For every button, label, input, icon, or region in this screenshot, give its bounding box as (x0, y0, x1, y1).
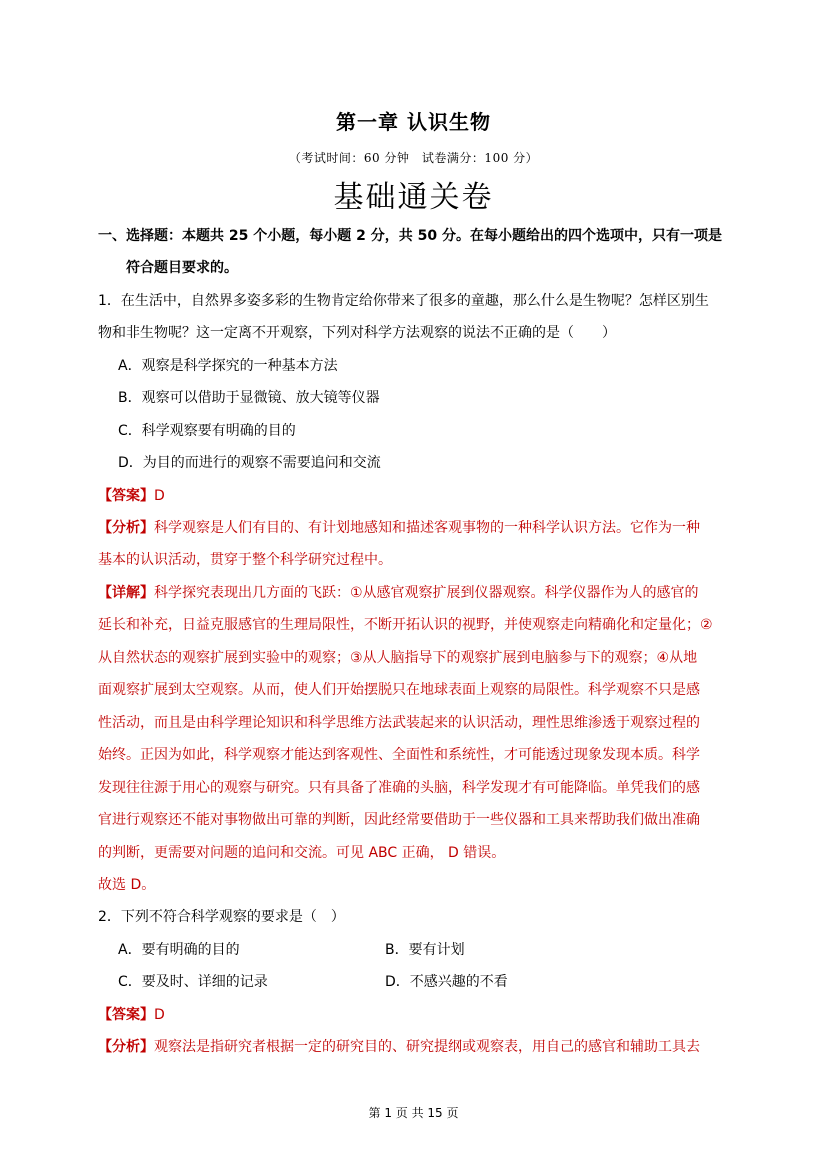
answer-value: D (154, 1007, 165, 1023)
answer-tag: 【答案】 (98, 488, 154, 504)
q1-detail-line2: 延长和补充，日益克服感官的生理局限性，不断开拓认识的视野，并使观察走向精确化和定量化；② (98, 617, 713, 633)
q1-detail-line9: 的判断，更需要对问题的追问和交流。可见 ABC 正确， D 错误。 (98, 845, 506, 861)
q1-detail-line7: 发现往往源于用心的观察与研究。只有具备了准确的头脑，科学发现才有可能降临。单凭我们的感 (98, 780, 700, 796)
q2-stem: 2．下列不符合科学观察的要求是（ ） (98, 909, 345, 925)
q1-detail-line4: 面观察扩展到太空观察。从而，使人们开始摆脱只在地球表面上观察的局限性。科学观察不只是感 (98, 682, 700, 698)
q1-option-c: C．科学观察要有明确的目的 (118, 423, 296, 439)
analysis-tag: 【分析】 (98, 520, 154, 536)
analysis-text: 观察法是指研究者根据一定的研究目的、研究提纲或观察表，用自己的感官和辅助工具去 (154, 1039, 700, 1055)
page-number-footer: 第 1 页 共 15 页 (368, 1106, 459, 1120)
q1-option-d: D．为目的而进行的观察不需要追问和交流 (118, 455, 381, 471)
q2-option-a: A．要有明确的目的 (118, 942, 240, 958)
paper-type-title: 基础通关卷 (333, 180, 494, 215)
answer-value: D (154, 488, 165, 504)
analysis-text: 科学观察是人们有目的、有计划地感知和描述客观事物的一种科学认识方法。它作为一种 (154, 520, 700, 536)
exam-info: （考试时间：60 分钟 试卷满分：100 分） (288, 151, 539, 165)
section-instruction-line1: 一、选择题：本题共 25 个小题，每小题 2 分，共 50 分。在每小题给出的四个选项中，只有一项是 (98, 228, 722, 244)
chapter-title: 第一章 认识生物 (336, 110, 491, 134)
q2-option-c: C．要及时、详细的记录 (118, 974, 268, 990)
q1-answer (98, 486, 165, 506)
q1-stem-line2: 物和非生物呢？这一定离不开观察，下列对科学方法观察的说法不正确的是（ ） (98, 325, 616, 341)
answer-tag: 【答案】 (98, 1007, 154, 1023)
q1-detail-line3: 从自然状态的观察扩展到实验中的观察；③从人脑指导下的观察扩展到电脑参与下的观察；④从地 (98, 650, 698, 666)
q1-detail-line8: 官进行观察还不能对事物做出可靠的判断，因此经常要借助于一些仪器和工具来帮助我们做出准确 (98, 812, 700, 828)
q2-option-d: D．不感兴趣的不看 (385, 974, 508, 990)
q1-detail-line6: 始终。正因为如此，科学观察才能达到客观性、全面性和系统性，才可能透过现象发现本质。科学 (98, 747, 700, 763)
section-instruction-line2: 符合题目要求的。 (126, 260, 238, 276)
analysis-tag: 【分析】 (98, 1039, 154, 1055)
q1-analysis-line1 (98, 518, 700, 538)
q1-stem-line1: 1．在生活中，自然界多姿多彩的生物肯定给你带来了很多的童趣，那么什么是生物呢？怎样区别生 (98, 293, 709, 309)
q1-option-b: B．观察可以借助于显微镜、放大镜等仪器 (118, 390, 380, 406)
detail-tag: 【详解】 (98, 585, 154, 601)
detail-text: 科学探究表现出几方面的飞跃：①从感官观察扩展到仪器观察。科学仪器作为人的感官的 (154, 585, 699, 601)
q1-detail-line5: 性活动，而且是由科学理论知识和科学思维方法武装起来的认识活动，理性思维渗透于观察过程的 (98, 715, 700, 731)
q1-analysis-line2: 基本的认识活动，贯穿于整个科学研究过程中。 (98, 552, 392, 568)
q2-analysis-line1 (98, 1037, 700, 1057)
q1-option-a: A．观察是科学探究的一种基本方法 (118, 358, 338, 374)
q2-answer (98, 1005, 165, 1025)
q1-detail-line1 (98, 583, 699, 603)
q2-option-b: B．要有计划 (385, 942, 465, 958)
q1-conclusion: 故选 D。 (98, 877, 156, 893)
